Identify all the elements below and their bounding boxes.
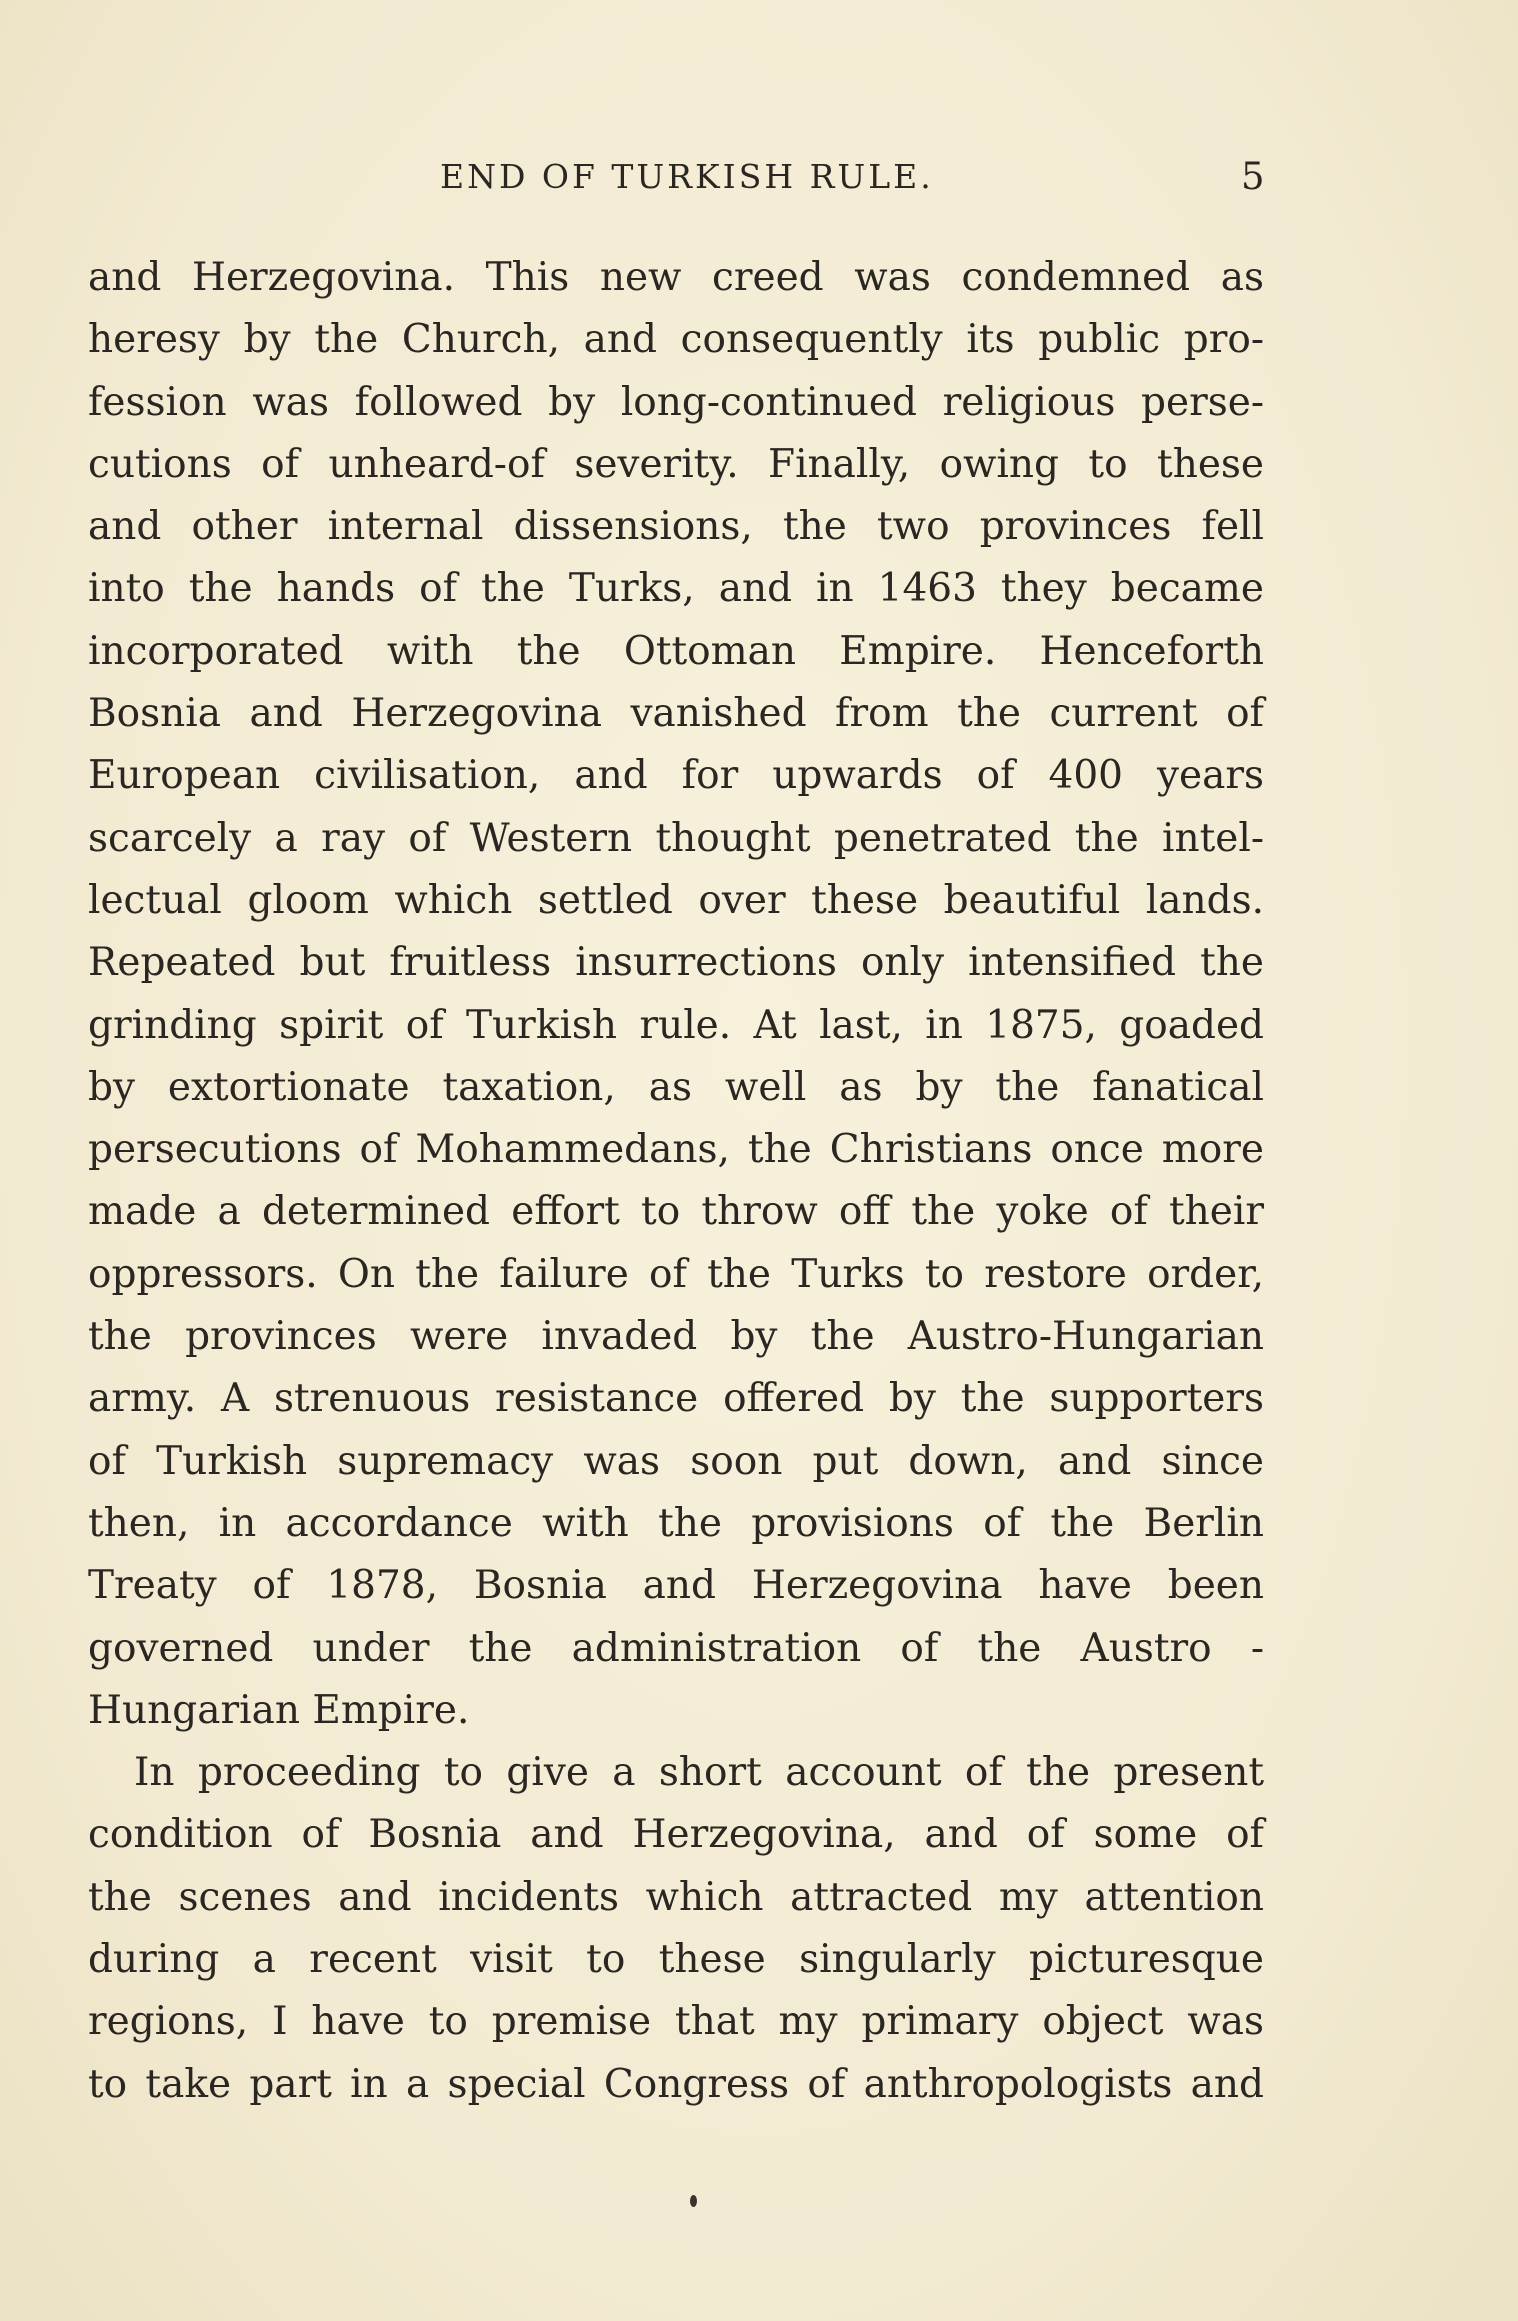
text-line: incorporated with the Ottoman Empire. Henceforth [88,628,1264,674]
ink-mark [690,2195,697,2207]
running-title: END OF TURKISH RULE. [440,157,934,196]
text-line: Hungarian Empire. [88,1687,470,1733]
running-head [0,152,1518,202]
text-line: by extortionate taxation, as well as by the fanatical [88,1064,1264,1110]
paragraph-1 [88,247,1264,1742]
text-line: the scenes and incidents which attracted my attention [88,1874,1264,1920]
text-line: fession was followed by long-continued religious perse- [88,379,1264,425]
text-line: Repeated but fruitless insurrections only intensified the [88,940,1264,986]
text-line: heresy by the Church, and consequently its public pro- [88,317,1264,363]
text-line: grinding spirit of Turkish rule. At last, in 1875, goaded [88,1002,1264,1048]
text-line: cutions of unheard-of severity. Finally, owing to these [88,441,1264,487]
text-line: of Turkish supremacy was soon put down, and since [88,1438,1264,1484]
text-line: into the hands of the Turks, and in 1463 they became [88,566,1264,612]
text-line: persecutions of Mohammedans, the Christians once more [88,1127,1264,1173]
text-line: lectual gloom which settled over these beautiful lands. [88,877,1264,923]
text-line: the provinces were invaded by the Austro-Hungarian [88,1314,1264,1360]
body-text [88,247,1264,2116]
text-line: then, in accordance with the provisions of the Berlin [88,1500,1264,1546]
text-line: oppressors. On the failure of the Turks to restore order, [88,1251,1264,1297]
text-line: regions, I have to premise that my primary object was [88,1999,1264,2045]
text-line: Treaty of 1878, Bosnia and Herzegovina have been [88,1563,1264,1609]
text-line: during a recent visit to these singularly picturesque [88,1937,1264,1983]
paragraph-2 [88,1742,1264,2116]
text-line: In proceeding to give a short account of the present [134,1750,1264,1796]
text-line: and other internal dissensions, the two provinces fell [88,504,1264,550]
page-number: 5 [1241,155,1265,198]
text-line: army. A strenuous resistance offered by the supporters [88,1376,1264,1422]
text-line: governed under the administration of the Austro - [88,1625,1264,1671]
text-line: made a determined effort to throw off the yoke of their [88,1189,1264,1235]
text-line: condition of Bosnia and Herzegovina, and of some of [88,1812,1264,1858]
text-line: and Herzegovina. This new creed was condemned as [88,255,1264,300]
text-line: to take part in a special Congress of anthropologists and [88,2061,1264,2107]
text-line: scarcely a ray of Western thought penetrated the intel- [88,815,1264,861]
text-line: European civilisation, and for upwards of 400 years [88,753,1264,799]
text-line: Bosnia and Herzegovina vanished from the current of [88,691,1264,737]
